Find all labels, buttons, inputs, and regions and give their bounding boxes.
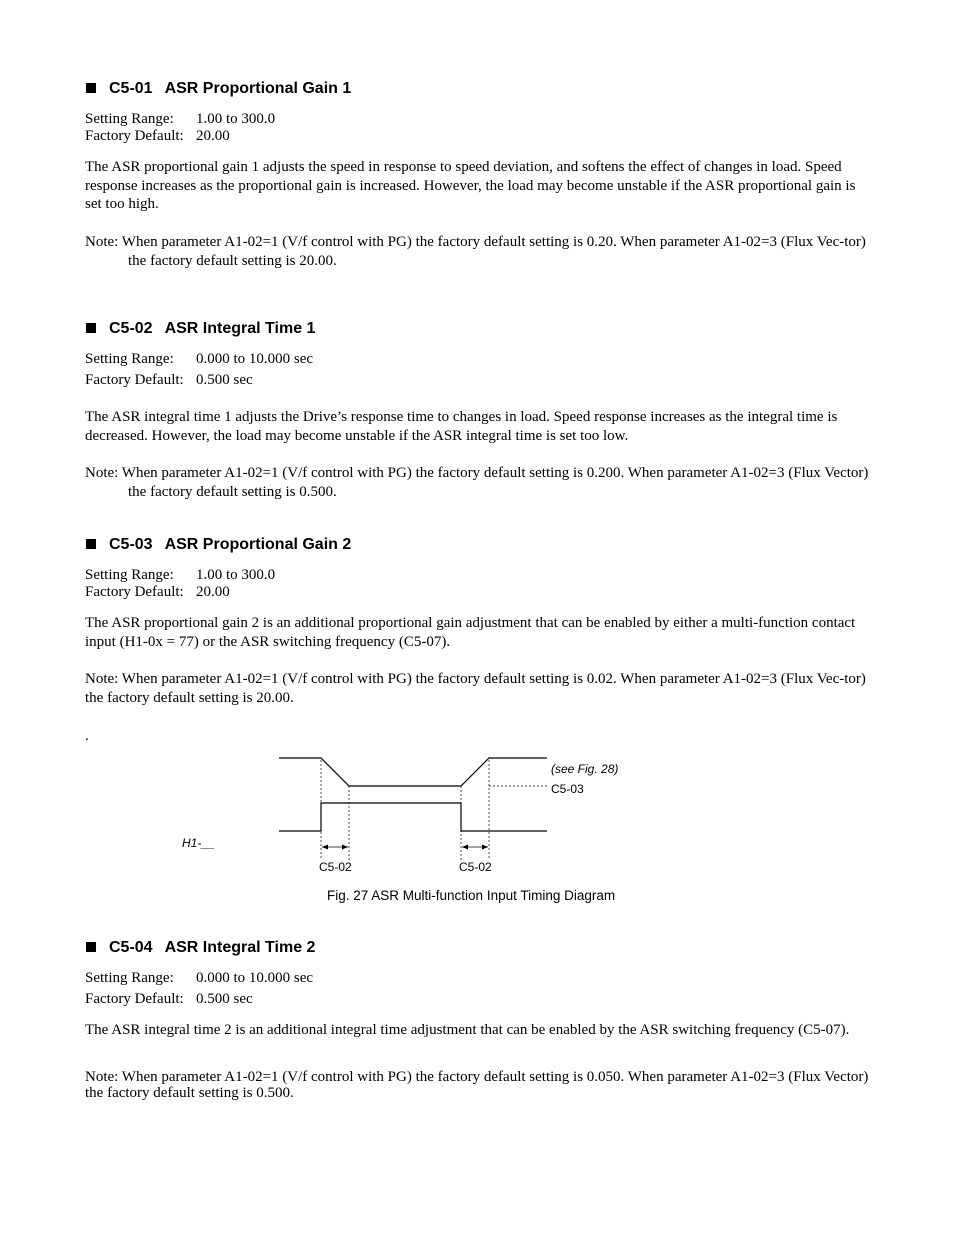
description-paragraph: The ASR integral time 1 adjusts the Drive’s response time to changes in load. Speed response increases as the integral time is decreased. However, the load may become unstable if the ASR integral time is set too low. — [85, 409, 838, 444]
setting-range-label: Setting Range: — [85, 351, 174, 367]
parameter-title: ASR Integral Time 2 — [164, 939, 316, 956]
arrowhead-right-b — [482, 845, 488, 850]
section-heading-c5-04 — [86, 939, 315, 957]
setting-range-label: Setting Range: — [85, 111, 174, 127]
parameter-title: ASR Integral Time 1 — [164, 320, 316, 337]
factory-default-value: 20.00 — [196, 584, 230, 600]
parameter-code: C5-03 — [109, 536, 153, 553]
factory-default-label: Factory Default: — [85, 372, 184, 388]
note-paragraph: Note: When parameter A1-02=1 (V/f control with PG) the factory default setting is 0.20. When parameter A1-02=3 (Flux Vec-tor) the factory default setting is 20.00. — [85, 234, 866, 269]
setting-range-label: Setting Range: — [85, 567, 174, 583]
setting-range-label: Setting Range: — [85, 970, 174, 986]
see-fig-label: (see Fig. 28) — [551, 762, 619, 776]
factory-default-label: Factory Default: — [85, 584, 184, 600]
arrowhead-right-a — [462, 845, 468, 850]
figure-caption: Fig. 27 ASR Multi-function Input Timing Diagram — [327, 888, 616, 903]
setting-range-value: 0.000 to 10.000 sec — [196, 351, 314, 367]
h1-input-signal — [279, 803, 547, 831]
factory-default-value: 0.500 sec — [196, 372, 253, 388]
description-paragraph: The ASR proportional gain 2 is an additional proportional gain adjustment that can be enabled by either a multi-function contact input (H1-0x = 77) or the ASR switching frequency (C5-07). — [85, 615, 856, 650]
arrowhead-left-a — [322, 845, 328, 850]
factory-default-label: Factory Default: — [85, 128, 184, 144]
note-paragraph: Note: When parameter A1-02=1 (V/f control with PG) the factory default setting is 0.050. When parameter A1-02=3 (Flux Vector) the factory default setting is 0.500. — [85, 1069, 869, 1101]
c5-02-label-right: C5-02 — [459, 860, 492, 874]
parameter-code: C5-01 — [109, 80, 153, 97]
arrowhead-left-b — [342, 845, 348, 850]
parameter-code: C5-04 — [109, 939, 153, 956]
c5-03-label: C5-03 — [551, 782, 584, 796]
factory-default-label: Factory Default: — [85, 991, 184, 1007]
factory-default-value: 20.00 — [196, 128, 230, 144]
setting-block-c5-04 — [85, 969, 313, 1009]
setting-range-value: 0.000 to 10.000 sec — [196, 970, 314, 986]
parameter-title: ASR Proportional Gain 1 — [164, 80, 352, 97]
description-paragraph: The ASR integral time 2 is an additional integral time adjustment that can be enabled by the ASR switching frequency (C5-07). — [85, 1022, 850, 1038]
c5-02-label-left: C5-02 — [319, 860, 352, 874]
setting-range-value: 1.00 to 300.0 — [196, 567, 276, 583]
parameter-code: C5-02 — [109, 320, 153, 337]
note-paragraph: Note: When parameter A1-02=1 (V/f control with PG) the factory default setting is 0.02. When parameter A1-02=3 (Flux Vec-tor) the factory default setting is 20.00. — [85, 671, 866, 706]
asr-gain-signal — [279, 758, 547, 786]
setting-range-value: 1.00 to 300.0 — [196, 111, 276, 127]
parameter-title: ASR Proportional Gain 2 — [164, 536, 352, 553]
note-paragraph: Note: When parameter A1-02=1 (V/f control with PG) the factory default setting is 0.200. When parameter A1-02=3 (Flux Vector) the factory default setting is 0.500. — [85, 465, 869, 500]
square-bullet-icon — [86, 942, 96, 952]
factory-default-value: 0.500 sec — [196, 991, 253, 1007]
description-paragraph: The ASR proportional gain 1 adjusts the speed in response to speed deviation, and softens the effect of changes in load. Speed response increases as the proportional gain is increased. However, the load may become unstable if the ASR proportional gain is set too high. — [85, 159, 856, 212]
h1-input-label: H1-__ — [182, 836, 215, 850]
stray-period: . — [85, 728, 89, 744]
